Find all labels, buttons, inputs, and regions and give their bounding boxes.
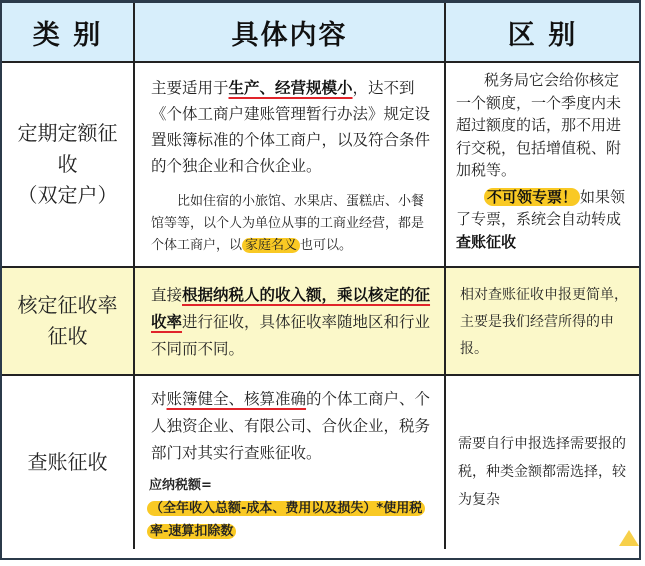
category-line: 征收 (18, 321, 118, 352)
difference-text: 需要自行申报选择需要报的税，种类金额都需选择，较为复杂 (446, 430, 639, 514)
text: 如果领了专票，系统会自动转成 (456, 188, 625, 229)
text: 对 (151, 390, 167, 408)
header-difference: 区 别 (446, 3, 639, 61)
text: 的个体工商户、个人独资企业、有限公司、合伙企业，税务部门对其实行查账征收。 (151, 390, 430, 462)
header-row (2, 3, 639, 63)
content-cell (135, 268, 446, 374)
category-line: 收 (18, 149, 118, 180)
highlighted-text: 家庭名义 (242, 238, 300, 253)
underlined-text: 生产、经营规模小 (229, 79, 353, 97)
mouse-cursor-icon (619, 530, 639, 546)
difference-cell (446, 63, 639, 266)
content-paragraph (135, 75, 444, 179)
bold-text: 查账征收 (456, 233, 516, 251)
text: 进行征收，具体征收率随地区和行业不同而不同。 (151, 313, 430, 358)
text: 比如住宿的小旅馆、水果店、蛋糕店、小餐馆等等，以个人为单位从事的工商业经营，都是个体工商户，以 (151, 194, 424, 253)
category-line: 核定征收率 (18, 290, 118, 321)
category-cell (2, 376, 135, 549)
text: 直接 (151, 286, 182, 304)
formula-label: 应纳税额= (135, 475, 444, 497)
example-paragraph (135, 191, 444, 257)
content-cell (135, 376, 446, 549)
header-content: 具体内容 (135, 3, 446, 61)
content-cell (135, 63, 446, 266)
table-row-fixed-quota (2, 63, 639, 268)
category-line: （双定户） (18, 180, 118, 211)
content-paragraph (135, 386, 444, 467)
text: 也可以。 (300, 238, 352, 253)
category-line: 定期定额征 (18, 118, 118, 149)
category-text: 查账征收 (28, 447, 108, 478)
content-paragraph (135, 282, 444, 363)
difference-text: 相对查账征收申报更简单，主要是我们经营所得的申报。 (446, 282, 639, 363)
text: ，达不到《个体工商户建账管理暂行办法》规定设置账簿标准的个体工商户，以及符合条件的个独企业和合伙企业。 (151, 79, 430, 175)
header-category: 类 别 (2, 3, 135, 61)
difference-text (446, 186, 639, 254)
underlined-text: 账簿健全、核算准确 (167, 390, 307, 408)
table-row-audit (2, 376, 639, 566)
category-cell (2, 268, 135, 374)
formula (135, 497, 444, 543)
difference-text: 税务局它会给你核定一个额度，一个季度内未超过额度的话，那不用进行交税，包括增值税、附加税等。 (446, 69, 639, 182)
highlighted-formula: （全年收入总额-成本、费用以及损失）*使用税率-速算扣除数 (147, 501, 425, 539)
difference-cell (446, 376, 639, 549)
underlined-text: 根据纳税人的收入额，乘以核定的征收率 (151, 286, 430, 331)
category-cell (2, 63, 135, 266)
difference-cell (446, 268, 639, 374)
table-row-rate-based (2, 268, 639, 376)
highlighted-text: 不可领专票！ (484, 188, 580, 206)
text: 主要适用于 (151, 79, 229, 97)
